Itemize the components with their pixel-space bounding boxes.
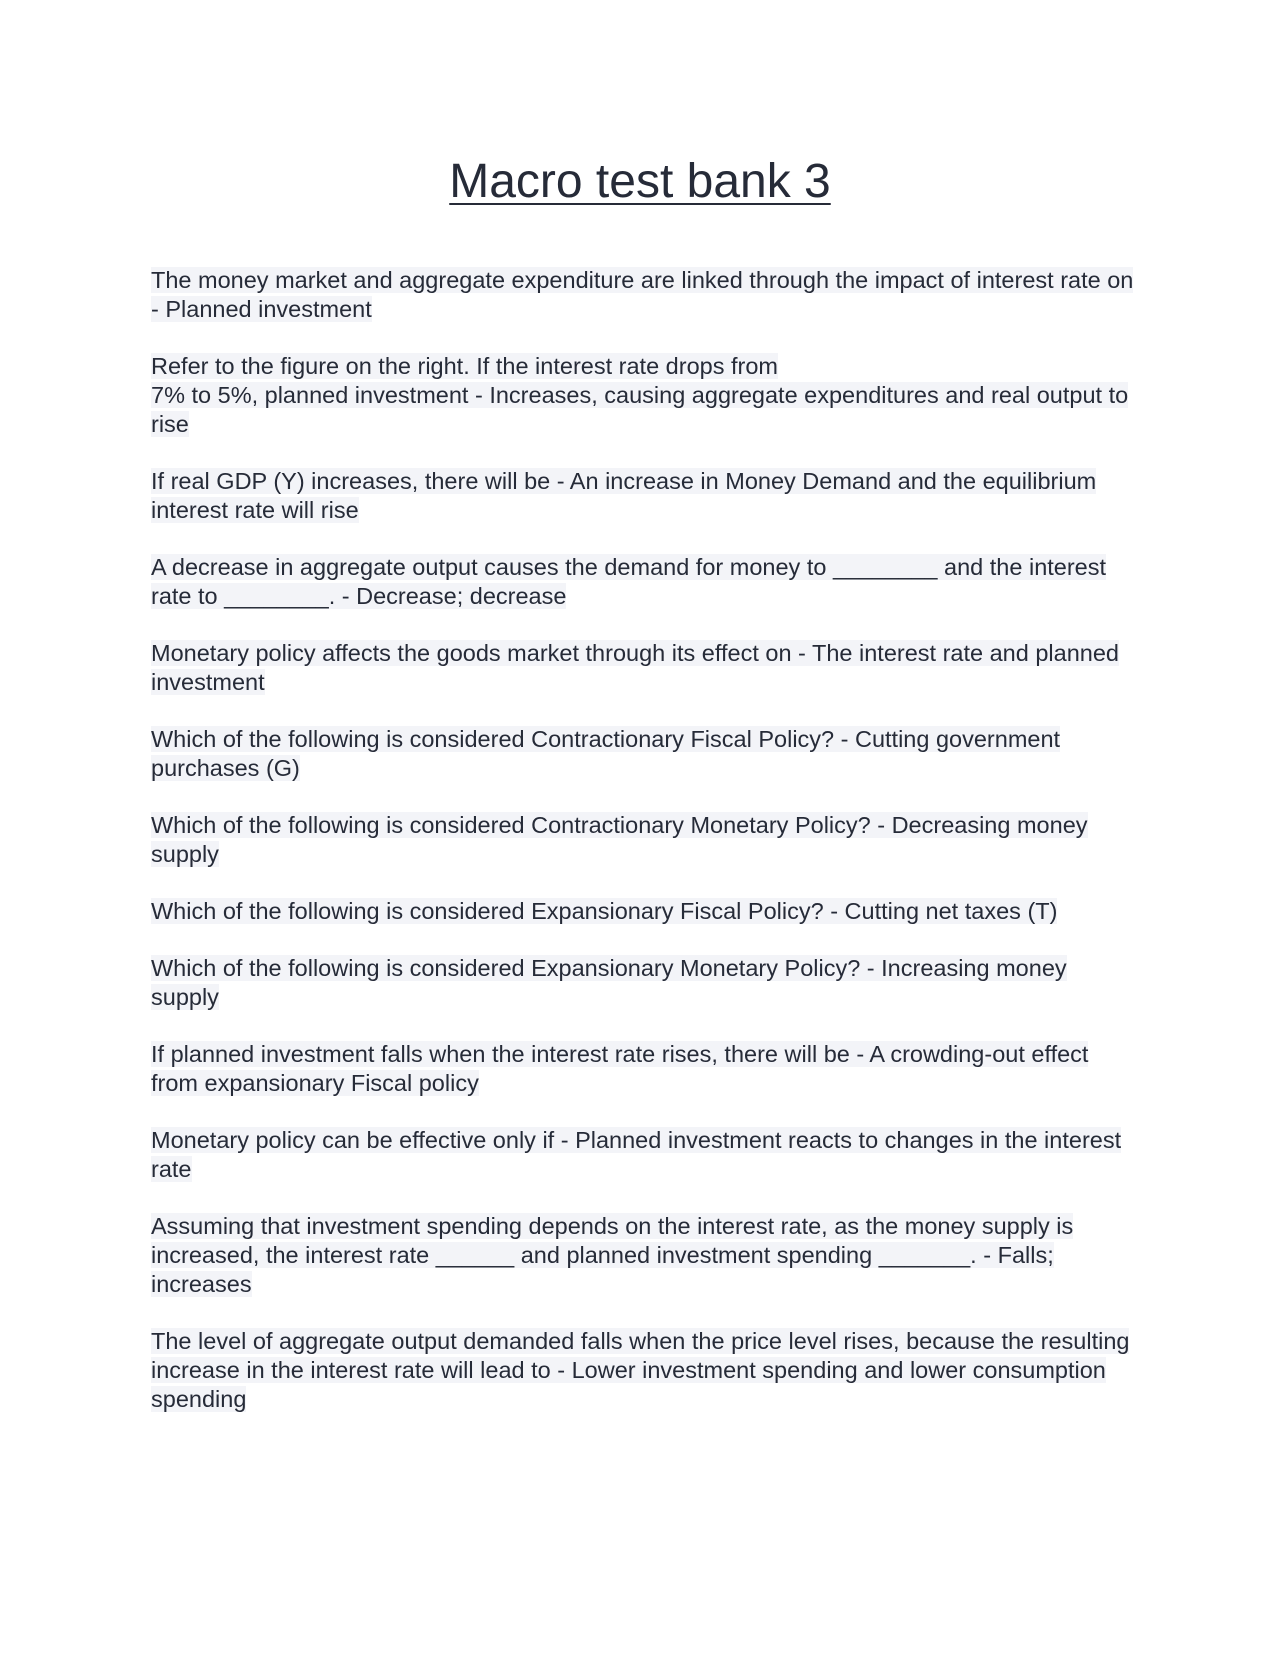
qa-paragraph-9 [151,954,1141,1012]
qa-paragraph-6 [151,725,1141,783]
qa-text: A decrease in aggregate output causes the demand for money to ________ and the interest rate to ________. - Decrease; decrease [151,554,1107,609]
qa-paragraph-12 [151,1212,1141,1299]
qa-text: Refer to the figure on the right. If the interest rate drops from [151,353,778,379]
qa-text: Monetary policy can be effective only if - Planned investment reacts to changes in the interest rate [151,1127,1122,1182]
qa-paragraph-2 [151,352,1141,439]
qa-text: If real GDP (Y) increases, there will be - An increase in Money Demand and the equilibrium interest rate will rise [151,468,1097,523]
qa-text: Which of the following is considered Expansionary Monetary Policy? - Increasing money supply [151,955,1067,1010]
qa-paragraph-8 [151,897,1141,926]
qa-text: Which of the following is considered Expansionary Fiscal Policy? - Cutting net taxes (T) [151,898,1058,924]
document-title-text: Macro test bank 3 [449,155,831,208]
qa-paragraph-1 [151,266,1141,324]
qa-paragraph-13 [151,1327,1141,1414]
qa-paragraph-5 [151,639,1141,697]
qa-text: If planned investment falls when the interest rate rises, there will be - A crowding-out effect from expansionary Fiscal policy [151,1041,1089,1096]
qa-text: The money market and aggregate expenditure are linked through the impact of interest rate on - Planned investment [151,267,1134,322]
qa-text: Which of the following is considered Contractionary Monetary Policy? - Decreasing money supply [151,812,1088,867]
qa-paragraph-11 [151,1126,1141,1184]
document-title [0,150,1280,214]
qa-paragraph-3 [151,467,1141,525]
qa-text: 7% to 5%, planned investment - Increases, causing aggregate expenditures and real output to rise [151,382,1129,437]
qa-paragraph-10 [151,1040,1141,1098]
qa-text: The level of aggregate output demanded falls when the price level rises, because the resulting increase in the interest rate will lead to - Lower investment spending and lower consumption spending [151,1328,1130,1412]
qa-text: Assuming that investment spending depends on the interest rate, as the money supply is increased, the interest rate ______ and planned investment spending _______. - Falls; increases [151,1213,1074,1297]
qa-text: Monetary policy affects the goods market through its effect on - The interest rate and planned investment [151,640,1119,695]
qa-paragraph-7 [151,811,1141,869]
qa-paragraph-4 [151,553,1141,611]
document-body [151,266,1141,1442]
qa-text: Which of the following is considered Contractionary Fiscal Policy? - Cutting government purchases (G) [151,726,1061,781]
